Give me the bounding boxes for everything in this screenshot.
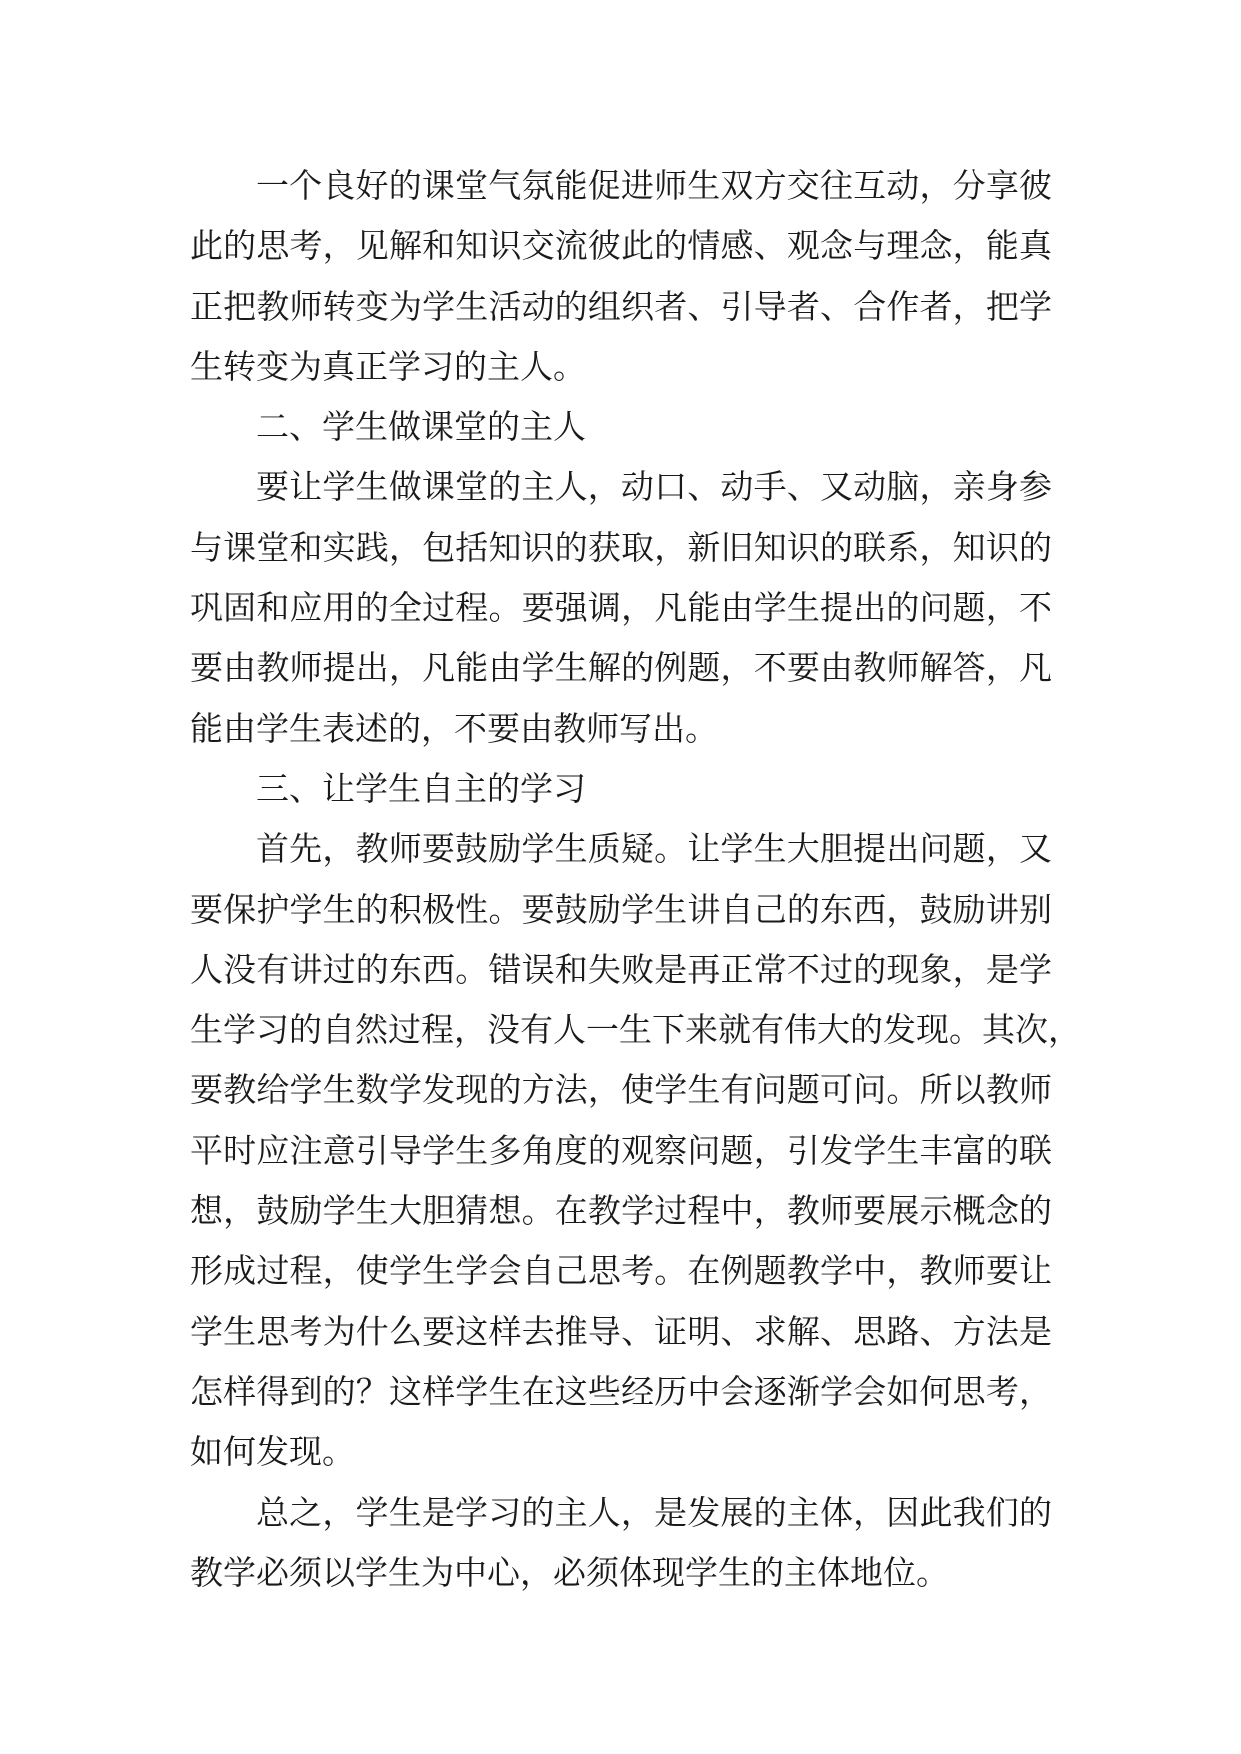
text-line: 总之，学生是学习的主人，是发展的主体，因此我们的: [256, 1492, 1052, 1532]
text-line: 要让学生做课堂的主人，动口、动手、又动脑，亲身参: [256, 467, 1052, 507]
text-line: 学生思考为什么要这样去推导、证明、求解、思路、方法是: [190, 1311, 1052, 1351]
text-line: 想，鼓励学生大胆猜想。在教学过程中，教师要展示概念的: [190, 1191, 1052, 1231]
text-line: 三、让学生自主的学习: [256, 768, 586, 808]
text-line: 首先，教师要鼓励学生质疑。让学生大胆提出问题，又: [256, 829, 1052, 869]
text-line: 如何发现。: [190, 1432, 355, 1472]
text-line: 平时应注意引导学生多角度的观察问题，引发学生丰富的联: [190, 1130, 1052, 1170]
document-body: [190, 156, 1081, 1603]
text-line: 巩固和应用的全过程。要强调，凡能由学生提出的问题，不: [190, 588, 1052, 628]
text-line: 人没有讲过的东西。错误和失败是再正常不过的现象，是学: [190, 949, 1052, 989]
text-line: 怎样得到的？这样学生在这些经历中会逐渐学会如何思考，: [190, 1371, 1052, 1411]
text-line: 教学必须以学生为中心，必须体现学生的主体地位。: [190, 1552, 949, 1592]
text-line: 正把教师转变为学生活动的组织者、引导者、合作者，把学: [190, 286, 1052, 326]
text-line: 要由教师提出，凡能由学生解的例题，不要由教师解答，凡: [190, 648, 1052, 688]
text-line: 生学习的自然过程，没有人一生下来就有伟大的发现。其次，: [190, 1010, 1081, 1050]
text-line: 能由学生表述的，不要由教师写出。: [190, 708, 718, 748]
text-line: 一个良好的课堂气氛能促进师生双方交往互动，分享彼: [256, 166, 1052, 205]
text-line: 此的思考，见解和知识交流彼此的情感、观念与理念，能真: [190, 226, 1052, 266]
text-line: 与课堂和实践，包括知识的获取，新旧知识的联系，知识的: [190, 527, 1052, 567]
text-line: 形成过程，使学生学会自己思考。在例题教学中，教师要让: [190, 1251, 1052, 1291]
text-line: 要教给学生数学发现的方法，使学生有问题可问。所以教师: [190, 1070, 1052, 1110]
text-line: 要保护学生的积极性。要鼓励学生讲自己的东西，鼓励讲别: [190, 889, 1052, 929]
text-line: 生转变为真正学习的主人。: [190, 346, 586, 386]
text-line: 二、学生做课堂的主人: [256, 407, 586, 447]
